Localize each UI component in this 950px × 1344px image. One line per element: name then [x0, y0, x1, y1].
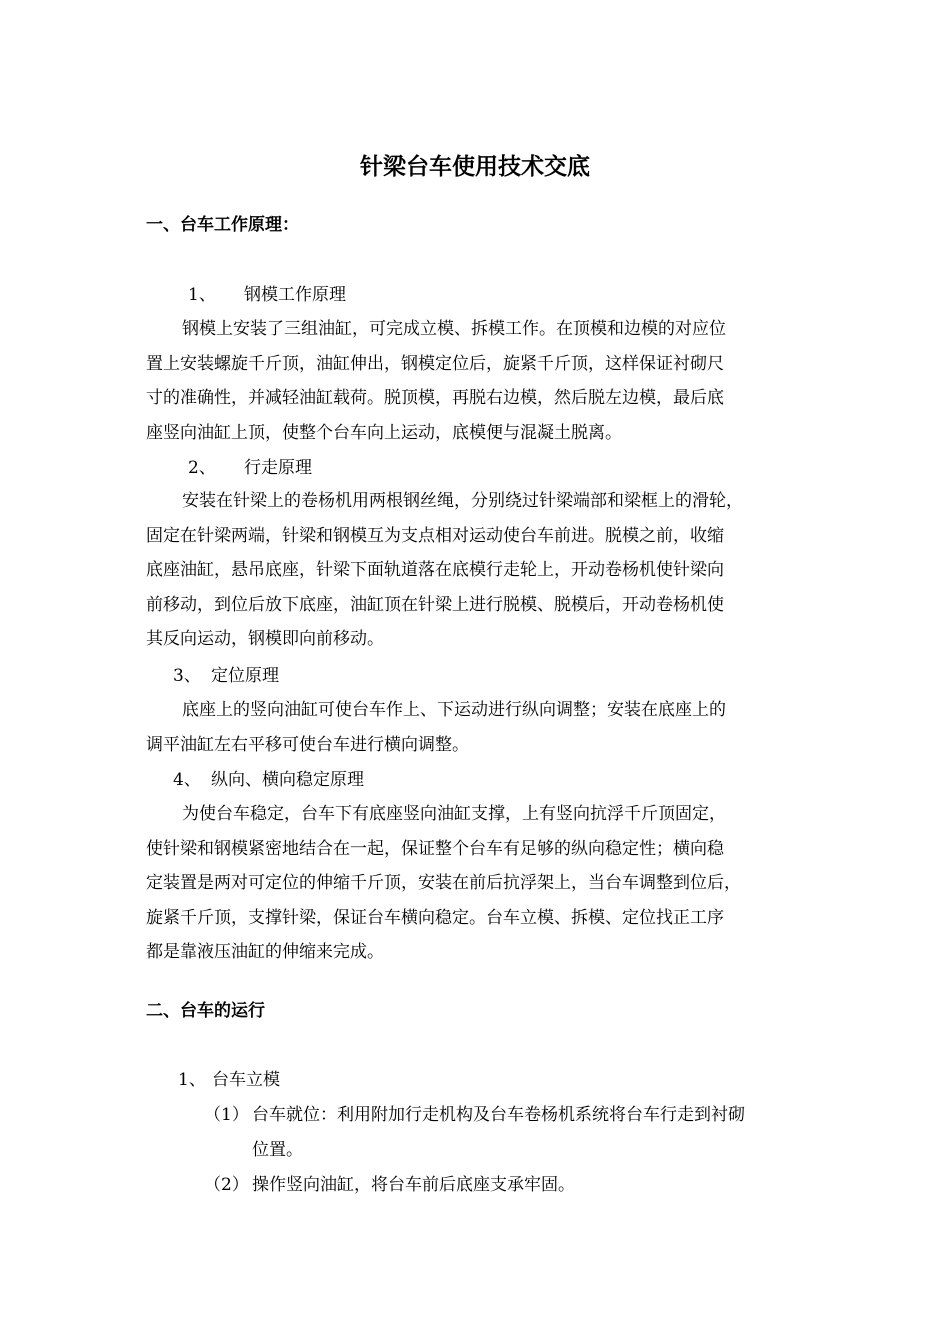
subsection-label: 行走原理: [244, 458, 312, 478]
paragraph-line: 寸的准确性，并减轻油缸载荷。脱顶模，再脱右边模，然后脱左边模，最后底: [146, 388, 724, 408]
section-heading-2: 二、台车的运行: [146, 1001, 265, 1021]
subsection-number: 1、: [178, 1070, 206, 1090]
subsection-2-1-heading: [178, 1067, 280, 1093]
list-item-marker: （1）: [204, 1105, 249, 1125]
paragraph-line: 前移动，到位后放下底座，油缸顶在针梁上进行脱模、脱模后，开动卷杨机使: [146, 594, 724, 615]
paragraph-line: 定装置是两对可定位的伸缩千斤顶，安装在前后抗浮架上，当台车调整到位后，: [146, 873, 741, 893]
subsection-number: 4、: [173, 770, 201, 790]
paragraph-line: 底座上的竖向油缸可使台车作上、下运动进行纵向调整；安装在底座上的: [182, 700, 726, 720]
section-heading-1: 一、台车工作原理：: [146, 215, 299, 235]
paragraph-line: 底座油缸，悬吊底座，针梁下面轨道落在底模行走轮上，开动卷杨机使针梁向: [146, 560, 724, 580]
paragraph-line: 安装在针梁上的卷杨机用两根钢丝绳，分别绕过针梁端部和梁框上的滑轮，: [182, 491, 743, 511]
document-title: 针梁台车使用技术交底: [360, 154, 590, 180]
paragraph-line: 为使台车稳定，台车下有底座竖向油缸支撑，上有竖向抗浮千斤顶固定，: [182, 804, 726, 824]
paragraph-line: 使针梁和钢模紧密地结合在一起，保证整个台车有足够的纵向稳定性；横向稳: [146, 838, 724, 859]
subsection-1-2-heading: [188, 455, 312, 481]
subsection-number: 3、: [173, 666, 201, 686]
paragraph-line: 调平油缸左右平移可使台车进行横向调整。: [146, 734, 469, 755]
subsection-1-3-heading: [173, 663, 279, 689]
subsection-1-4-heading: [173, 767, 364, 793]
paragraph-line: 固定在针梁两端，针梁和钢模互为支点相对运动使台车前进。脱模之前，收缩: [146, 525, 724, 546]
subsection-number: 1、: [188, 285, 216, 305]
list-item-line: 台车就位：利用附加行走机构及台车卷杨机系统将台车行走到衬砌: [252, 1105, 745, 1125]
subsection-1-1-heading: [188, 282, 346, 308]
list-item-text: [252, 1168, 575, 1203]
paragraph-1-3: [146, 693, 826, 762]
list-item-line: 操作竖向油缸，将台车前后底座支承牢固。: [252, 1175, 575, 1195]
paragraph-line: 座竖向油缸上顶，使整个台车向上运动，底模便与混凝土脱离。: [146, 422, 622, 443]
subsection-label: 定位原理: [211, 666, 279, 686]
list-item-line: 位置。: [252, 1139, 303, 1160]
subsection-label: 钢模工作原理: [244, 285, 346, 305]
paragraph-line: 置上安装螺旋千斤顶，油缸伸出，钢模定位后，旋紧千斤顶，这样保证衬砌尺: [146, 353, 724, 374]
subsection-label: 纵向、横向稳定原理: [211, 770, 364, 790]
paragraph-1-4: [146, 797, 826, 970]
paragraph-line: 旋紧千斤顶，支撑针梁，保证台车横向稳定。台车立模、拆模、定位找正工序: [146, 907, 724, 928]
paragraph-line: 其反向运动，钢模即向前移动。: [146, 629, 384, 649]
subsection-number: 2、: [188, 458, 216, 478]
paragraph-1-1: [146, 312, 826, 450]
subsection-label: 台车立模: [212, 1070, 280, 1090]
paragraph-line: 钢模上安装了三组油缸，可完成立模、拆模工作。在顶模和边模的对应位: [182, 319, 726, 339]
list-item-text: [252, 1098, 745, 1167]
paragraph-line: 都是靠液压油缸的伸缩来完成。: [146, 942, 384, 962]
paragraph-1-2: [146, 484, 826, 657]
list-item-marker: （2）: [204, 1175, 249, 1195]
